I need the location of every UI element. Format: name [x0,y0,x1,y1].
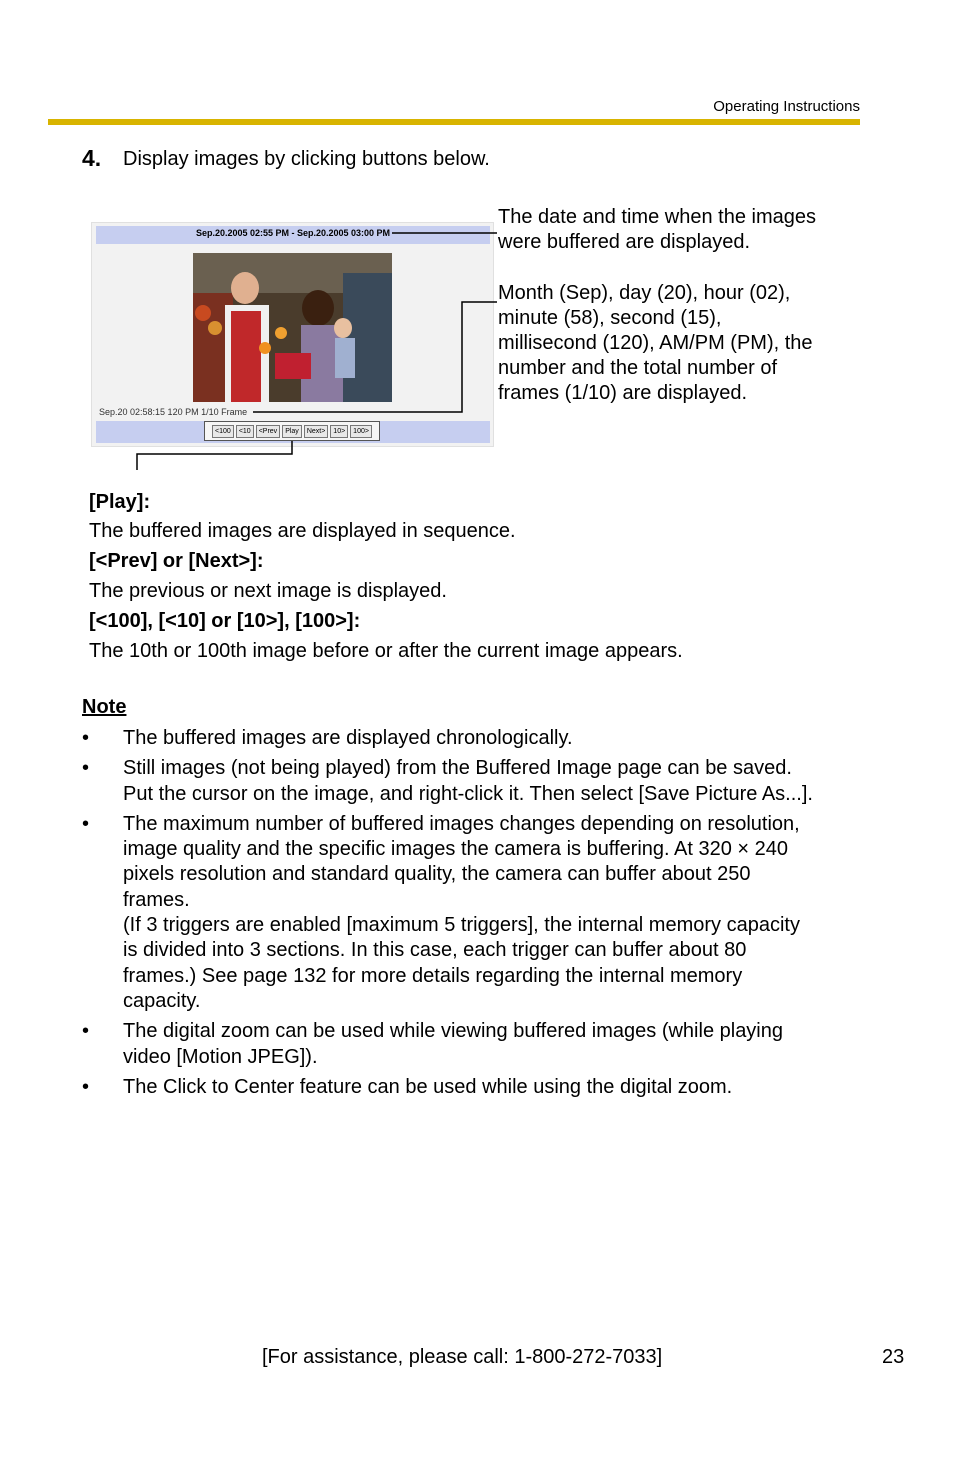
callout-frame-detail [498,281,858,406]
note-line: The digital zoom can be used while viewing buffered images (while playing [123,1020,783,1043]
callout-date-time [498,205,858,255]
def-desc-jump: The 10th or 100th image before or after the current image appears. [89,640,683,662]
page-number: 23 [882,1346,905,1368]
bullet-icon: • [82,727,90,749]
note-line: video [Motion JPEG]). [123,1045,318,1068]
bullet-icon: • [82,1075,90,1098]
running-header: Operating Instructions [713,98,860,115]
list-item [82,1075,872,1100]
callout-line: frames (1/10) are displayed. [498,382,748,404]
note-line: (If 3 triggers are enabled [maximum 5 triggers], the internal memory capacity [123,914,800,937]
back-100-button[interactable]: <100 [212,425,234,438]
prev-button[interactable]: <Prev [256,425,280,438]
note-line: image quality and the specific images the camera is buffering. At 320 × 240 [123,838,789,861]
list-item [82,812,872,1014]
def-desc-prev-next: The previous or next image is displayed. [89,580,447,602]
note-line: The buffered images are displayed chronologically. [123,727,573,749]
note-line: The maximum number of buffered images changes depending on resolution, [123,812,800,835]
note-line: is divided into 3 sections. In this case, each trigger can buffer about 80 [123,939,747,962]
callout-line: minute (58), second (15), [498,307,722,329]
def-desc-play: The buffered images are displayed in sequence. [89,520,516,542]
callout-line: number and the total number of [498,357,778,379]
note-line: pixels resolution and standard quality, the camera can buffer about 250 [123,863,751,886]
def-term-play: [Play]: [89,491,151,513]
callout-line: were buffered are displayed. [498,231,751,253]
forward-10-button[interactable]: 10> [330,425,348,438]
note-line: capacity. [123,989,201,1012]
note-line: Put the cursor on the image, and right-click it. Then select [Save Picture As...]. [123,782,813,805]
note-heading: Note [82,696,127,718]
note-line: Still images (not being played) from the Buffered Image page can be saved. [123,757,792,780]
list-item [82,756,872,807]
callout-line: Month (Sep), day (20), hour (02), [498,282,791,304]
callout-line: millisecond (120), AM/PM (PM), the [498,332,813,354]
forward-100-button[interactable]: 100> [350,425,372,438]
def-term-prev-next: [<Prev] or [Next>]: [89,550,264,572]
next-button[interactable]: Next> [304,425,328,438]
bullet-icon: • [82,1020,90,1043]
def-term-jump: [<100], [<10] or [10>], [100>]: [89,610,361,632]
note-line: The Click to Center feature can be used while using the digital zoom. [123,1075,733,1098]
note-list [82,726,872,1105]
note-line: frames. [123,888,190,911]
bullet-icon: • [82,757,90,780]
date-range-text: Sep.20.2005 02:55 PM - Sep.20.2005 03:00 PM [195,228,391,238]
list-item [82,1019,872,1070]
step-text: Display images by clicking buttons below. [123,148,490,170]
callout-line: The date and time when the images [498,206,816,228]
bullet-icon: • [82,812,90,835]
play-button[interactable]: Play [282,425,302,438]
step-number: 4. [82,145,102,171]
list-item [82,726,872,751]
footer-assistance: [For assistance, please call: 1-800-272-7033] [262,1346,663,1368]
frame-info: Sep.20 02:58:15 120 PM 1/10 Frame [99,407,248,417]
note-line: frames.) See page 132 for more details regarding the internal memory [123,964,743,987]
back-10-button[interactable]: <10 [236,425,254,438]
